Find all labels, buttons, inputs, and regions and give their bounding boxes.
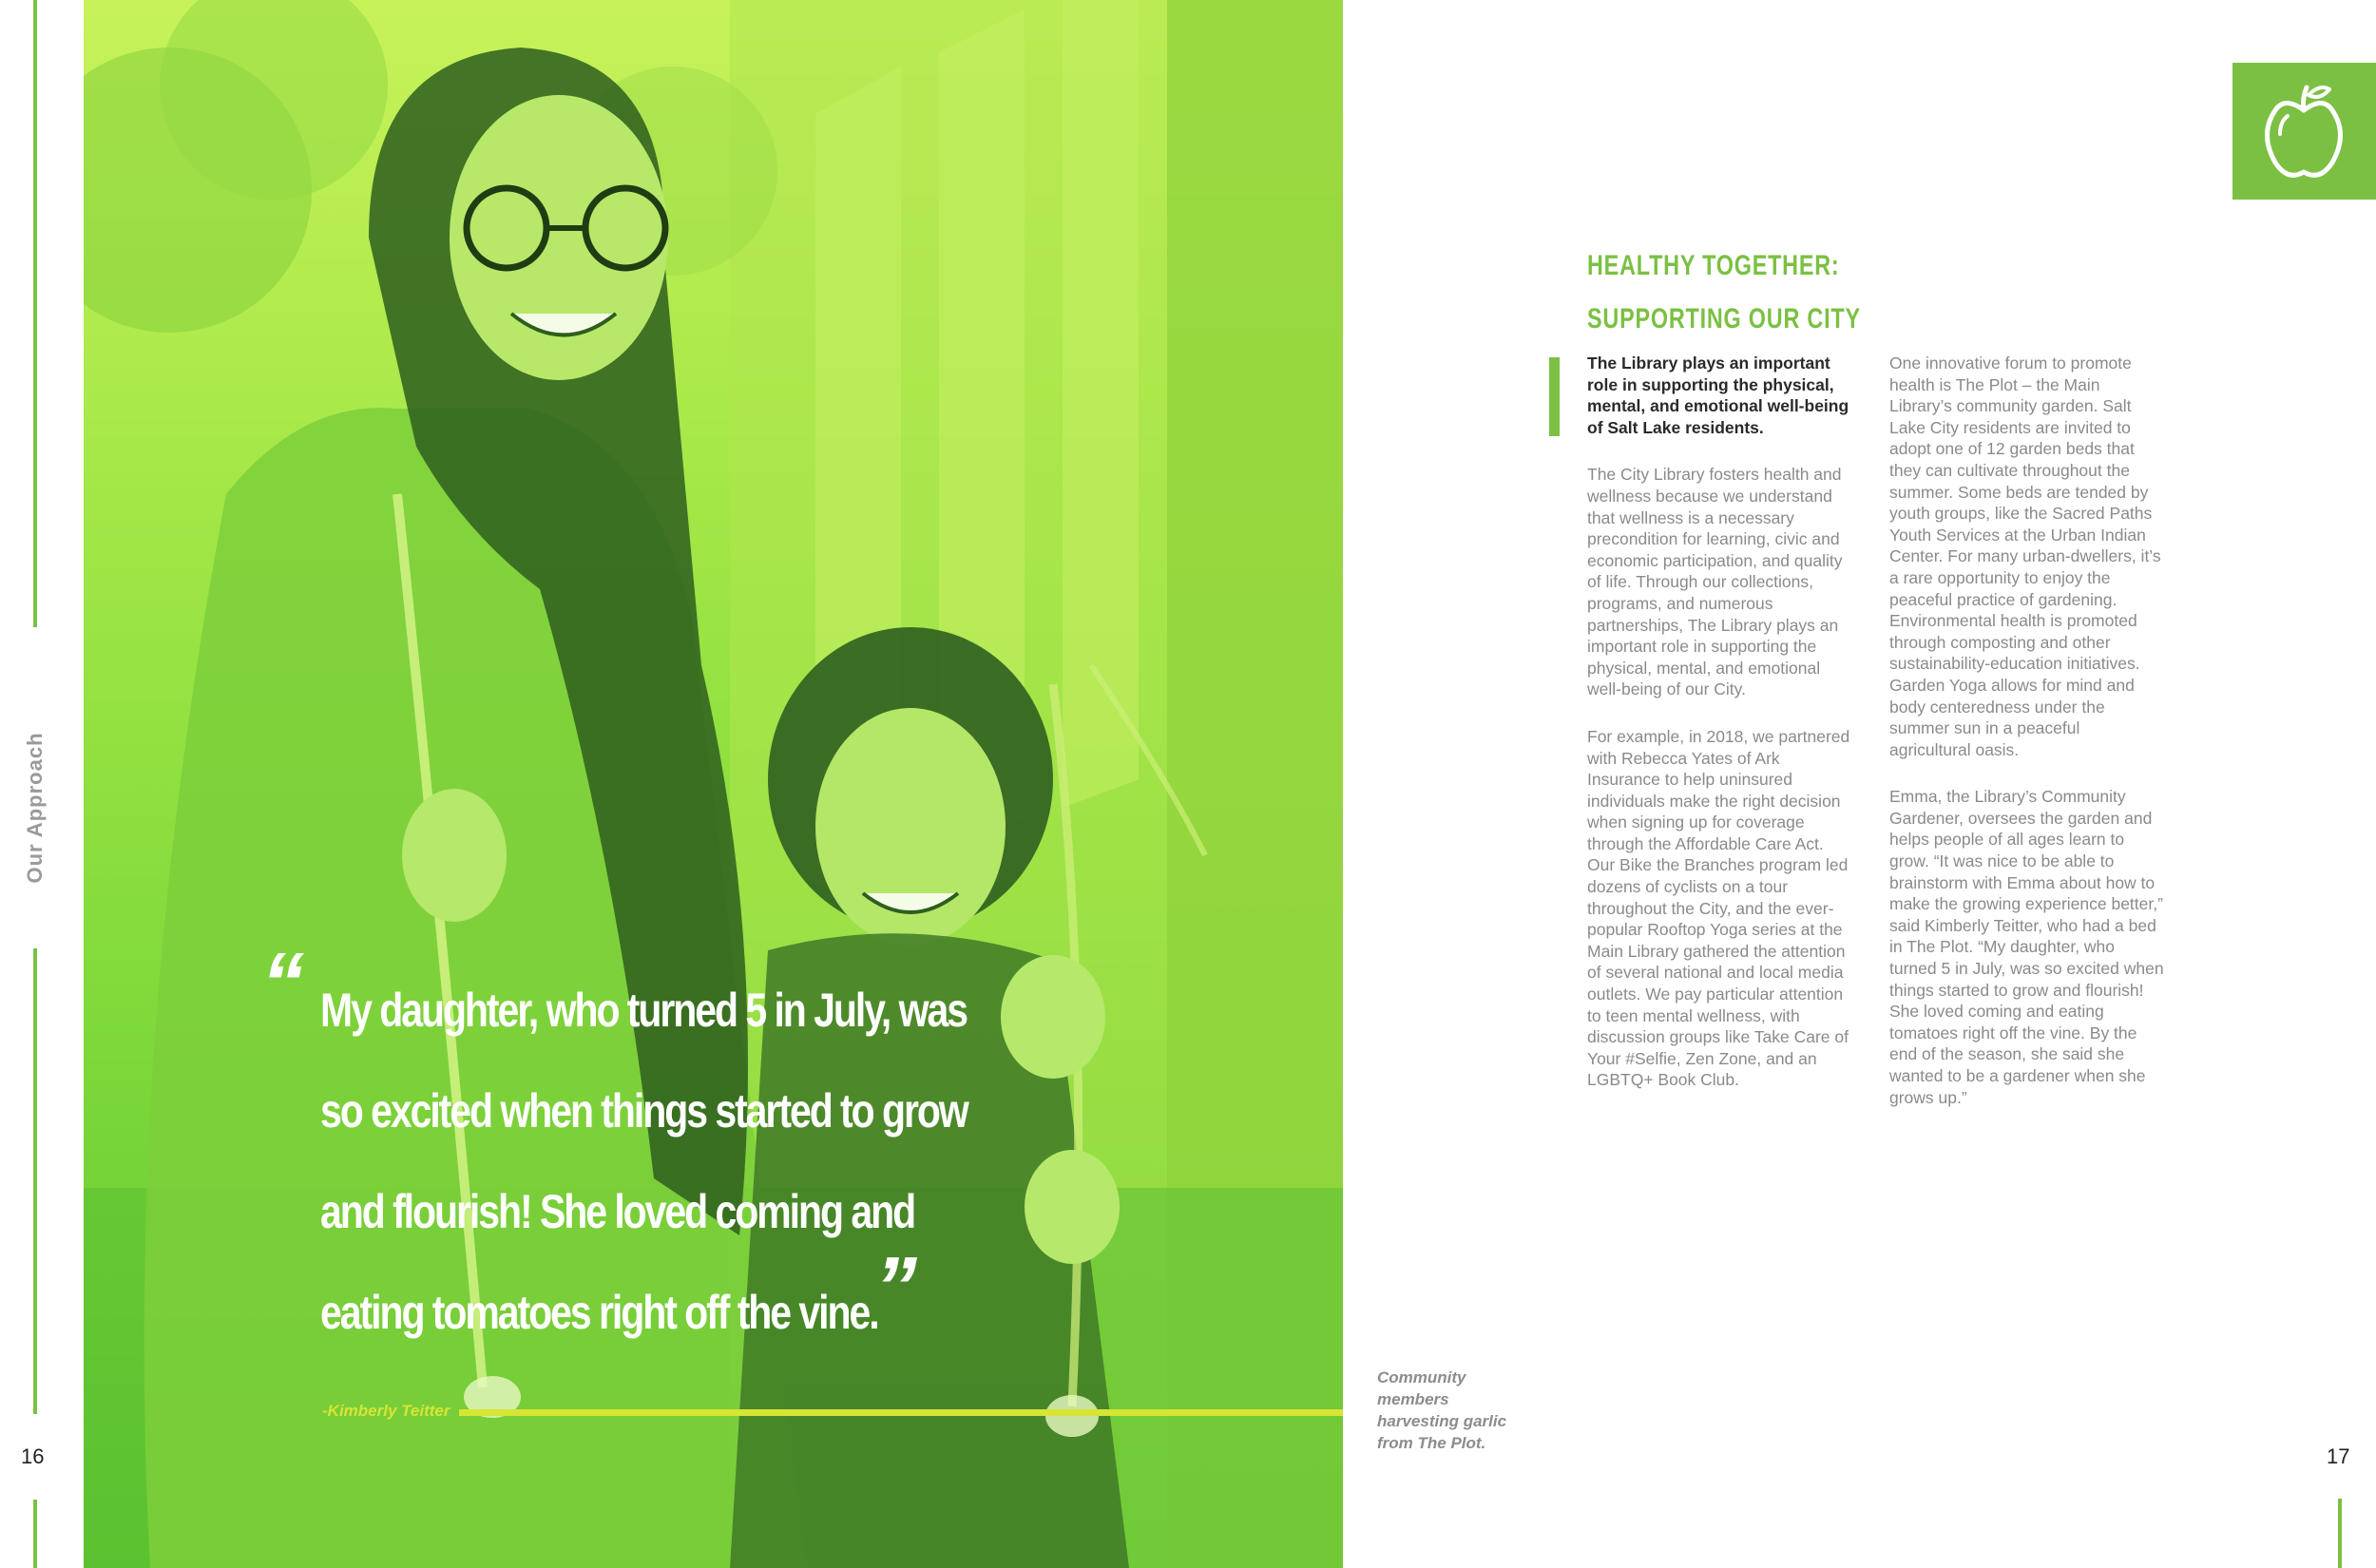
- photo-panel: [84, 0, 1343, 1568]
- heading-line-1: HEALTHY TOGETHER:: [1587, 250, 1840, 281]
- quote-open-mark: “: [261, 936, 304, 1031]
- attribution-rule: [459, 1409, 1343, 1416]
- apple-icon: [2232, 63, 2376, 200]
- photo-caption: Community members harvesting garlic from The Plot.: [1377, 1368, 1507, 1452]
- page-number-left: 16: [21, 1444, 45, 1468]
- margin-rule-top: [33, 0, 37, 627]
- section-heading: [1587, 239, 1861, 346]
- text-column-2: [1889, 353, 2165, 1134]
- lead-paragraph: The Library plays an important role in supporting the physical, mental, and emotional well-being of Salt Lake residents.: [1587, 354, 1849, 437]
- body-paragraph: For example, in 2018, we partnered with Rebecca Yates of Ark Insurance to help uninsured individuals make the right decision when signing up for coverage through the Affordable Care Act. Our Bike the Branches program led dozens of cyclists on a tour throughout the City, and the ever-popular Rooftop Yoga series at the Main Library gathered the attention of several national and local media outlets. We pay particular attention to teen mental wellness, with discussion groups like Take Care of Your #Selfie, Zen Zone, and an LGBTQ+ Book Club.: [1587, 726, 1850, 1090]
- body-paragraph: One innovative forum to promote health is The Plot – the Main Library’s community garden. Salt Lake City residents are invited to adopt one of 12 garden beds that they can cultivate throughout the summer. Some beds are tended by youth groups, like the Sacred Paths Youth Services at the Urban Indian Center. For many urban-dwellers, it’s a rare opportunity to enjoy the peaceful practice of gardening. Environmental health is promoted through composting and other sustainability-education initiatives. Garden Yoga allows for mind and body centeredness under the summer sun in a peaceful agricultural oasis.: [1889, 354, 2161, 759]
- text-column-1: [1587, 353, 1853, 1117]
- margin-rule-right: [2338, 1499, 2342, 1568]
- body-paragraph: Emma, the Library’s Community Gardener, oversees the garden and helps people of all ages learn to grow. “It was nice to be able to brainstorm with Emma about how to make the growing experience better,” said Kimberly Teitter, who had a bed in The Plot. “My daughter, who turned 5 in July, was so excited when things started to grow and flourish! She loved coming and eating tomatoes right off the vine. By the end of the season, she said she wanted to be a gardener when she grows up.”: [1889, 787, 2164, 1107]
- pull-quote-text: My daughter, who turned 5 in July, was so excited when things started to grow and flourish! She loved coming and eating tomatoes right off the vine.: [320, 984, 968, 1339]
- page-number-right: 17: [2327, 1444, 2350, 1468]
- quote-close-mark: ”: [874, 1240, 917, 1335]
- section-label: Our Approach: [23, 732, 47, 884]
- apple-badge: [2232, 63, 2376, 200]
- margin-rule-middle: [33, 948, 37, 1414]
- margin-rule-bottom: [33, 1500, 37, 1568]
- body-paragraph: The City Library fosters health and wellness because we understand that wellness is a necessary precondition for learning, civic and economic participation, and quality of life. Through our collections, programs, and numerous partnerships, The Library plays an important role in supporting the physical, mental, and emotional well-being of our City.: [1587, 465, 1843, 699]
- heading-line-2: SUPPORTING OUR CITY: [1587, 303, 1861, 335]
- quote-attribution: -Kimberly Teitter: [322, 1402, 450, 1420]
- lead-accent-bar: [1549, 357, 1560, 436]
